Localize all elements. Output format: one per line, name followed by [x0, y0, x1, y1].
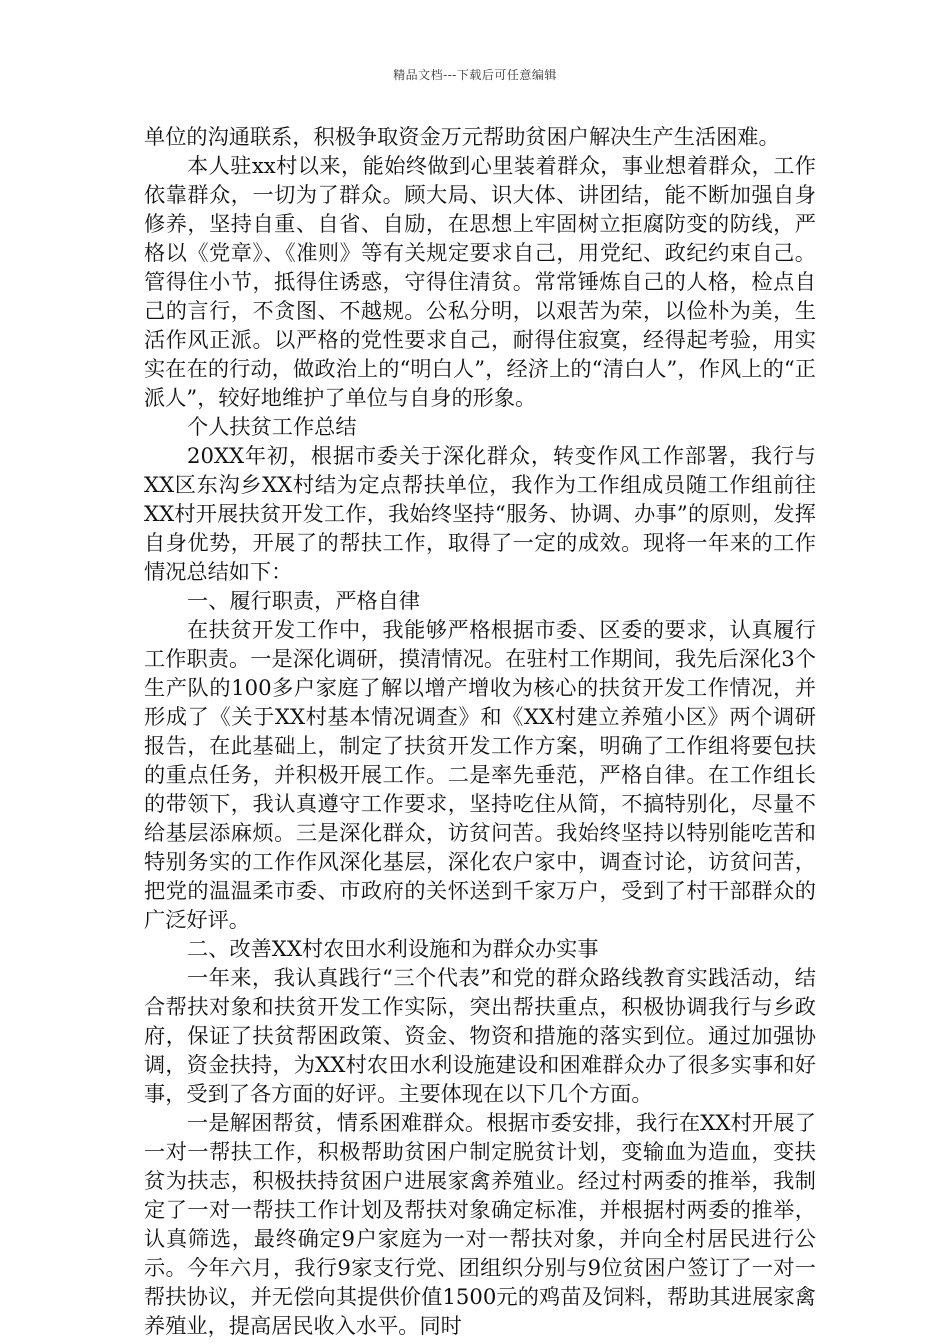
document-body	[144, 122, 816, 1340]
page-header: 精品文档---下载后可任意编辑	[393, 68, 557, 82]
paragraph: 本人驻xx村以来，能始终做到心里装着群众，事业想着群众，工作依靠群众，一切为了群众。顾大局、识大体、讲团结，能不断加强自身修养，坚持自重、自省、自励，在思想上牢固树立拒腐防变的防线，严格以《党章》、《准则》等有关规定要求自己，用党纪、政纪约束自己。管得住小节，抵得住诱惑，守得住清贫。常常锤炼自己的人格，检点自己的言行，不贪图、不越规。公私分明，以艰苦为荣，以俭朴为美，生活作风正派。以严格的党性要求自己，耐得住寂寞，经得起考验，用实实在在的行动，做政治上的“明白人”，经济上的“清白人”，作风上的“正派人”，较好地维护了单位与自身的形象。	[144, 153, 816, 410]
paragraph: 20XX年初，根据市委关于深化群众，转变作风工作部署，我行与XX区东沟乡XX村结为定点帮扶单位，我作为工作组成员随工作组前往XX村开展扶贫开发工作，我始终坚持“服务、协调、办事”的原则，发挥自身优势，开展了的帮扶工作，取得了一定的成效。现将一年来的工作情况总结如下：	[144, 443, 816, 584]
paragraph: 在扶贫开发工作中，我能够严格根据市委、区委的要求，认真履行工作职责。一是深化调研，摸清情况。在驻村工作期间，我先后深化3个生产队的100多户家庭了解以增产增收为核心的扶贫开发工作情况，并形成了《关于XX村基本情况调查》和《XX村建立养殖小区》两个调研报告，在此基础上，制定了扶贫开发工作方案，明确了工作组将要包扶的重点任务，并积极开展工作。二是率先垂范，严格自律。在工作组长的带领下，我认真遵守工作要求，坚持吃住从简，不搞特别化，尽量不给基层添麻烦。三是深化群众，访贫问苦。我始终坚持以特别能吃苦和特别务实的工作作风深化基层，深化农户家中，调查讨论，访贫问苦，把党的温温柔市委、市政府的关怀送到千家万户，受到了村干部群众的广泛好评。	[144, 617, 816, 932]
section-heading: 一、履行职责，严格自律	[187, 588, 421, 613]
section-heading: 二、改善XX村农田水利设施和为群众办实事	[187, 936, 599, 961]
section-title: 个人扶贫工作总结	[187, 414, 357, 439]
paragraph: 一是解困帮贫，情系困难群众。根据市委安排，我行在XX村开展了一对一帮扶工作，积极帮助贫困户制定脱贫计划，变输血为造血，变扶贫为扶志，积极扶持贫困户进展家禽养殖业。经过村两委的推举，我制定了一对一帮扶工作计划及帮扶对象确定标准，并根据村两委的推举，认真筛选，最终确定9户家庭为一对一帮扶对象，并向全村居民进行公示。今年六月，我行9家支行党、团组织分别与9位贫困户签订了一对一帮扶协议，并无偿向其提供价值1500元的鸡苗及饲料，帮助其进展家禽养殖业，提高居民收入水平。同时	[144, 1110, 816, 1338]
paragraph: 一年来，我认真践行“三个代表”和党的群众路线教育实践活动，结合帮扶对象和扶贫开发工作实际，突出帮扶重点，积极协调我行与乡政府，保证了扶贫帮困政策、资金、物资和措施的落实到位。通过加强协调，资金扶持，为XX村农田水利设施建设和困难群众办了很多实事和好事，受到了各方面的好评。主要体现在以下几个方面。	[144, 965, 816, 1106]
paragraph: 单位的沟通联系，积极争取资金万元帮助贫困户解决生产生活困难。	[144, 124, 780, 149]
